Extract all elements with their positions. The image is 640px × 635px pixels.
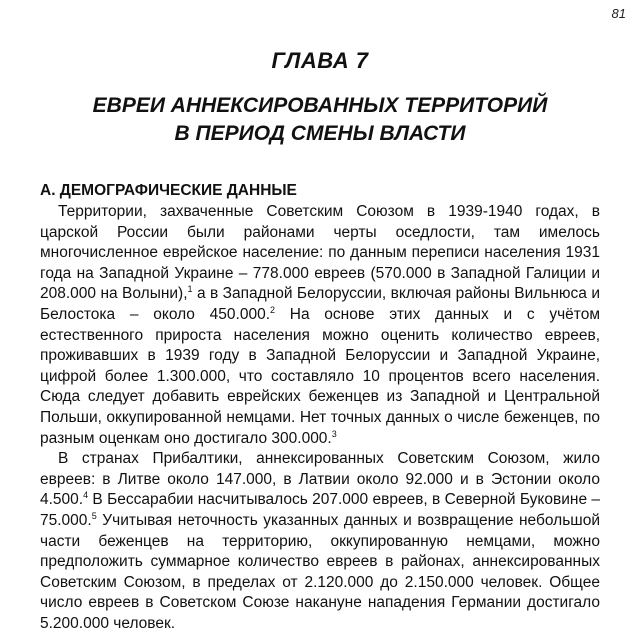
- footnote-ref-5[interactable]: 5: [91, 510, 97, 521]
- paragraph-1-text-3: На основе этих данных и с учётом естественного прироста населения можно оценить количество евреев, проживавших в 1939 году в Западной Белоруссии и Западной Украине, цифрой более 1.300.000, что составляло 10 процентов всего населения. Сюда следует добавить еврейских беженцев из Западной и Центральной Польши, оккупированной немцами. Нет точных данных о числе беженцев, по разным оценкам оно достигало 300.000.: [40, 305, 600, 447]
- paragraph-1-text-1: Территории, захваченные Советским Союзом в 1939-1940 годах, в царской России были районами черты оседлости, там имелось многочисленное еврейское население: по данным переписи населения 1931 года на Западной Украине – 778.000 евреев (570.000 в Западной Галиции и 208.000 на Волыни),: [40, 203, 600, 303]
- footnote-ref-1[interactable]: 1: [187, 284, 193, 295]
- chapter-title-line-1: ЕВРЕИ АННЕКСИРОВАННЫХ ТЕРРИТОРИЙ: [92, 94, 548, 117]
- footnote-ref-2[interactable]: 2: [270, 304, 276, 315]
- footnote-ref-4[interactable]: 4: [83, 490, 89, 501]
- paragraph-2-text-2: В Бессарабии насчитывалось 207.000 евреев, в Северной Буковине – 75.000.: [40, 491, 600, 529]
- chapter-title-line-2: В ПЕРИОД СМЕНЫ ВЛАСТИ: [174, 122, 466, 145]
- section-heading: А. ДЕМОГРАФИЧЕСКИЕ ДАННЫЕ: [40, 182, 297, 199]
- paragraph-2-text-3: Учитывая неточность указанных данных и возвращение небольшой части беженцев на территорию, оккупированную немцами, можно предположить суммарное количество евреев в районах, аннексированных Советским Союзом, в пределах от 2.120.000 до 2.150.000 человек. Общее число евреев в Советском Союзе накануне нападения Германии достигало 5.200.000 человек.: [40, 511, 600, 632]
- chapter-title: [0, 92, 640, 148]
- footnote-ref-3[interactable]: 3: [331, 428, 337, 439]
- chapter-label: ГЛАВА 7: [271, 48, 369, 73]
- paragraph-2: [40, 449, 600, 634]
- page-number: 81: [611, 6, 626, 21]
- paragraph-1-text-2: а в Западной Белоруссии, включая районы Вильнюса и Белостока – около 450.000.: [40, 285, 600, 323]
- body-text: [40, 202, 600, 634]
- paragraph-2-text-1: В странах Прибалтики, аннексированных Советским Союзом, жило евреев: в Литве около 147.000, в Латвии около 92.000 и в Эстонии около 4.500.: [40, 450, 600, 509]
- paragraph-1: [40, 202, 600, 449]
